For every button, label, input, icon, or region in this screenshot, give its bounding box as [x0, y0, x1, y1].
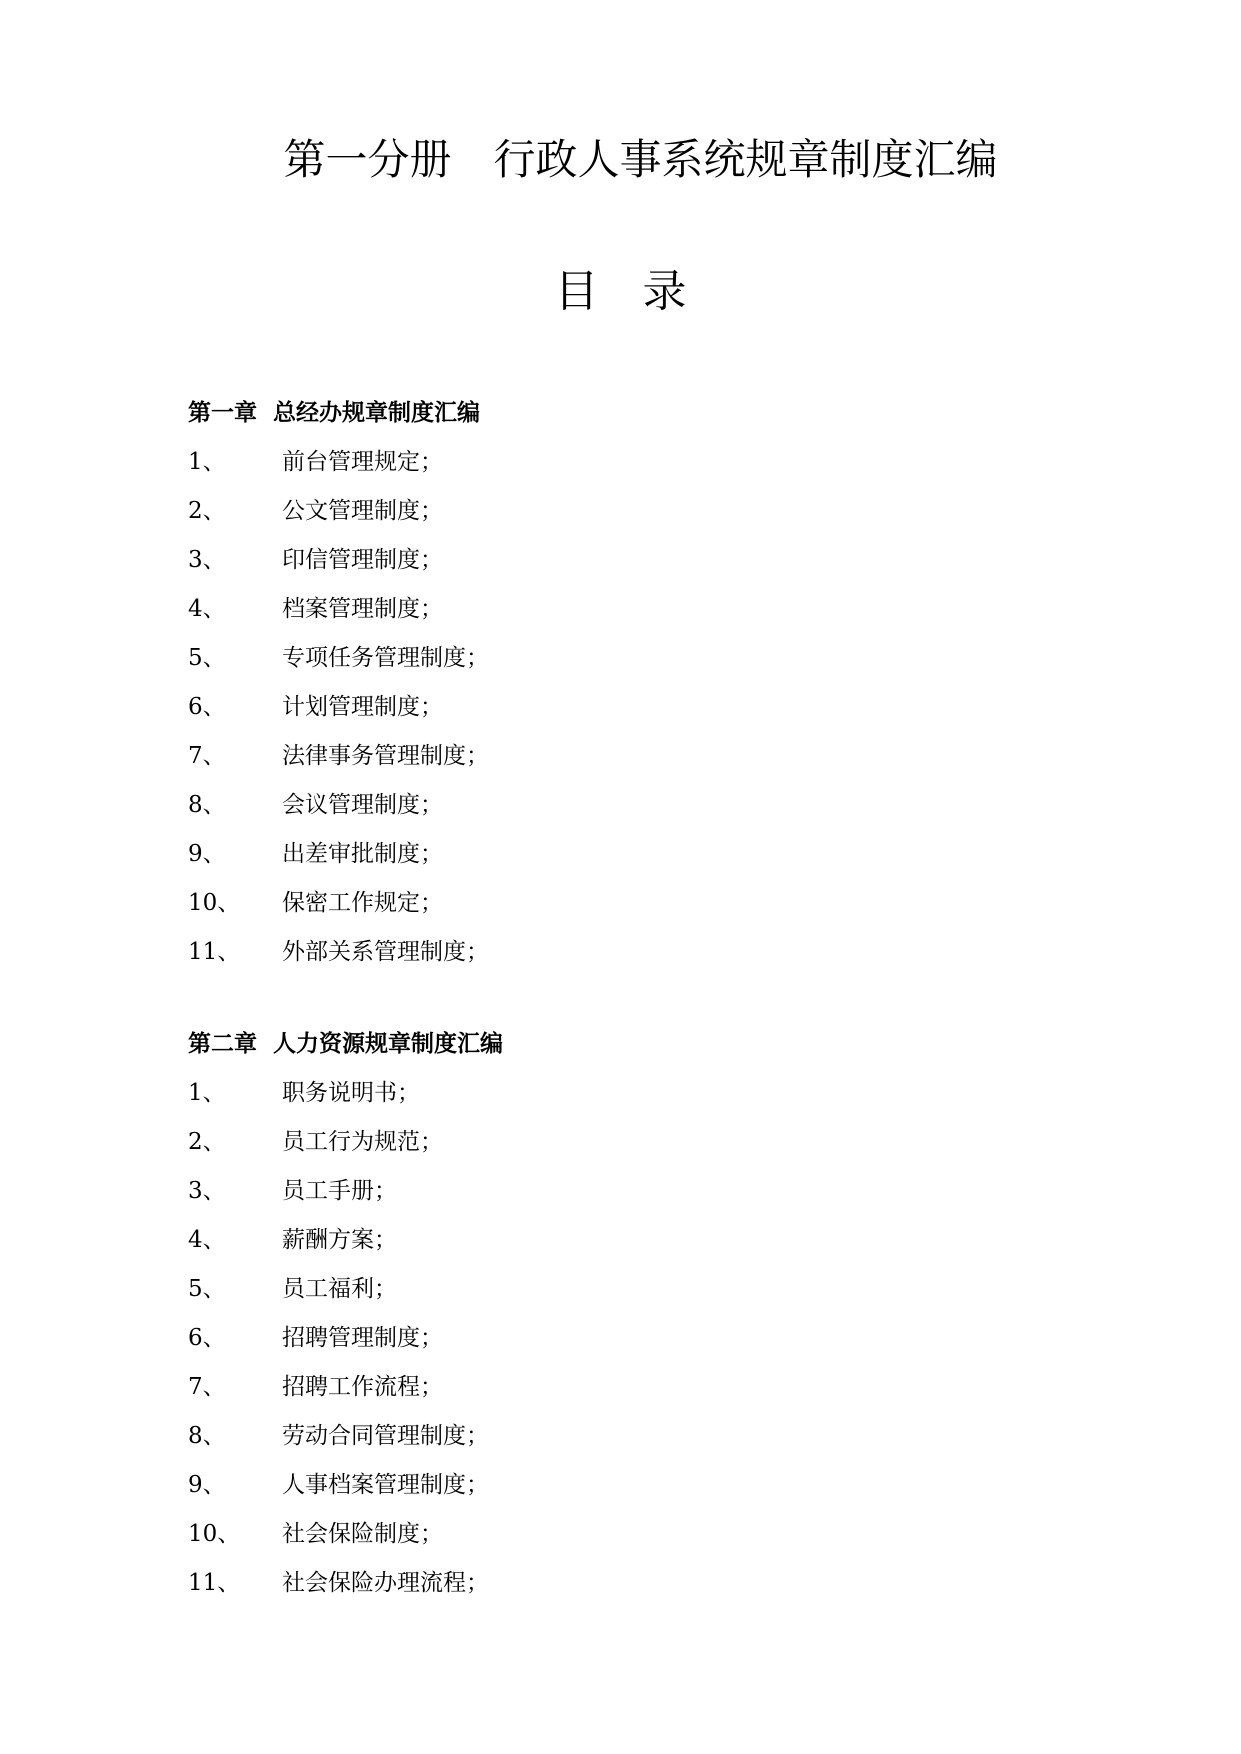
toc-item [188, 781, 1088, 830]
toc-item-number: 5、 [188, 645, 226, 671]
toc-item-number: 3、 [188, 547, 226, 573]
toc-item [188, 1069, 1088, 1118]
toc-item [188, 1216, 1088, 1265]
toc-item-number: 7、 [188, 743, 226, 769]
toc-item [188, 879, 1088, 928]
toc-item-number: 1、 [188, 449, 226, 475]
toc-item-number: 4、 [188, 596, 226, 622]
toc-item [188, 1167, 1088, 1216]
toc-item [188, 1412, 1088, 1461]
toc-item [188, 830, 1088, 879]
toc-item-text: 档案管理制度； [282, 596, 443, 622]
toc-item-text: 法律事务管理制度； [282, 743, 489, 769]
toc-item-text: 员工福利； [282, 1276, 397, 1302]
toc-item-text: 社会保险制度； [282, 1521, 443, 1547]
toc-item-text: 保密工作规定； [282, 890, 443, 916]
toc-item [188, 928, 1088, 977]
toc-item-number: 11、 [188, 939, 241, 965]
toc-item-number: 10、 [188, 890, 241, 916]
toc-item [188, 1265, 1088, 1314]
toc-item [188, 438, 1088, 487]
toc-item-number: 9、 [188, 841, 226, 867]
toc-item [188, 1461, 1088, 1510]
toc-item-text: 专项任务管理制度； [282, 645, 489, 671]
chapter-1 [188, 389, 1088, 977]
toc-item-number: 5、 [188, 1276, 226, 1302]
toc-item [188, 1363, 1088, 1412]
toc-item-text: 计划管理制度； [282, 694, 443, 720]
toc-item [188, 732, 1088, 781]
toc-item-number: 11、 [188, 1570, 241, 1596]
toc-item-number: 2、 [188, 498, 226, 524]
toc-item-text: 薪酬方案； [282, 1227, 397, 1253]
toc-item-text: 印信管理制度； [282, 547, 443, 573]
toc-item-text: 人事档案管理制度； [282, 1472, 489, 1498]
toc-item-text: 公文管理制度； [282, 498, 443, 524]
toc-item-number: 6、 [188, 1325, 226, 1351]
toc-item [188, 536, 1088, 585]
toc-item [188, 1510, 1088, 1559]
document-title: 第一分册 行政人事系统规章制度汇编 [283, 135, 998, 184]
toc-item-text: 社会保险办理流程； [282, 1570, 489, 1596]
toc-item [188, 585, 1088, 634]
toc-item-text: 职务说明书； [282, 1080, 420, 1106]
toc-item-number: 3、 [188, 1178, 226, 1204]
toc-item-number: 7、 [188, 1374, 226, 1400]
toc-item-number: 4、 [188, 1227, 226, 1253]
chapter-title: 第一章 总经办规章制度汇编 [188, 400, 481, 426]
toc-item-number: 10、 [188, 1521, 241, 1547]
toc-item [188, 683, 1088, 732]
chapter-2 [188, 1020, 1088, 1608]
toc-item-text: 外部关系管理制度； [282, 939, 489, 965]
toc-item-text: 前台管理规定； [282, 449, 443, 475]
toc-item-number: 8、 [188, 792, 226, 818]
toc-item [188, 1118, 1088, 1167]
toc-list [188, 438, 1088, 977]
chapter-title: 第二章 人力资源规章制度汇编 [188, 1031, 504, 1057]
toc-item [188, 634, 1088, 683]
toc-item-text: 劳动合同管理制度； [282, 1423, 489, 1449]
toc-item-number: 2、 [188, 1129, 226, 1155]
toc-list [188, 1069, 1088, 1608]
toc-item-text: 会议管理制度； [282, 792, 443, 818]
toc-item-number: 8、 [188, 1423, 226, 1449]
toc-item-text: 出差审批制度； [282, 841, 443, 867]
toc-item-number: 1、 [188, 1080, 226, 1106]
toc-item-number: 9、 [188, 1472, 226, 1498]
toc-heading: 目 录 [554, 266, 687, 317]
toc-item [188, 1559, 1088, 1608]
toc-item-text: 员工行为规范； [282, 1129, 443, 1155]
toc-item [188, 1314, 1088, 1363]
toc-item-text: 招聘工作流程； [282, 1374, 443, 1400]
toc-item [188, 487, 1088, 536]
toc-item-text: 员工手册； [282, 1178, 397, 1204]
toc-item-text: 招聘管理制度； [282, 1325, 443, 1351]
toc-item-number: 6、 [188, 694, 226, 720]
